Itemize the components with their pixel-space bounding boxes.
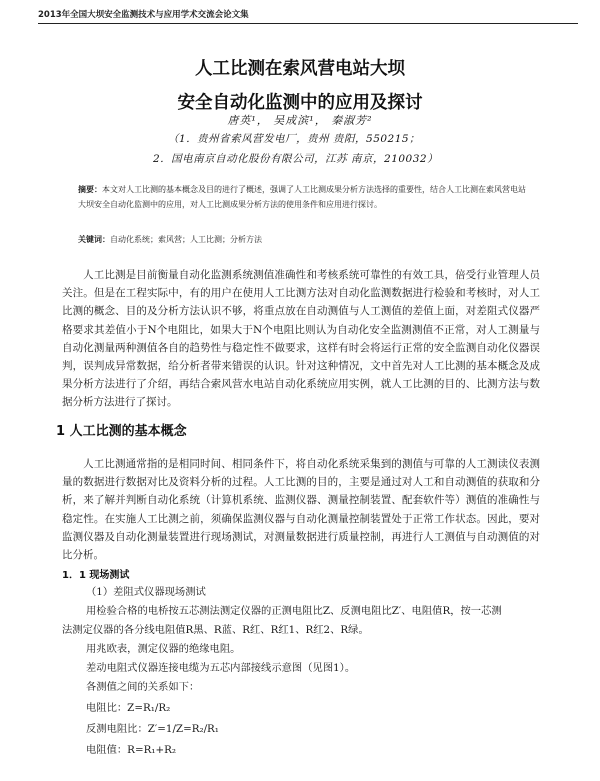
keywords <box>78 234 530 245</box>
keywords-text: 自动化系统；索风营；人工比测；分析方法 <box>110 235 262 244</box>
body-line: 用检验合格的电桥按五芯测法测定仪器的正测电阻比Z、反测电阻比Z′、电阻值R，按一芯测 <box>86 605 502 617</box>
section-1-paragraph <box>62 455 540 564</box>
keywords-label: 关键词： <box>78 235 110 244</box>
running-header: 2013年全国大坝安全监测技术与应用学术交流会论文集 <box>38 8 578 24</box>
paper-title-line-1: 人工比测在索风营电站大坝 <box>195 59 405 79</box>
section-1-heading: 1 人工比测的基本概念 <box>56 424 187 439</box>
affiliation-2: 2．国电南京自动化股份有限公司，江苏 南京，210032） <box>153 153 439 165</box>
abstract <box>78 182 530 212</box>
affiliation-1: （1．贵州省索风营发电厂，贵州 贵阳，550215； <box>168 133 421 145</box>
equation-resistance-ratio: 电阻比：Z=R₁/R₂ <box>86 702 171 714</box>
body-line: 各测值之间的关系如下： <box>86 681 200 693</box>
intro-text: 人工比测是目前衡量自动化监测系统测值准确性和考核系统可靠性的有效工具，倍受行业管理人员关注。但是在工程实际中，有的用户在使用人工比测方法对自动化监测数据进行检验和考核时，对人工比测的概念、目的及分析方法认识不够，将重点放在自动测值与人工测值的差值上面，对差阻式仪器严格要求其差值小于N个电阻比，如果大于N个电阻比则认为自动化安全监测测值不正常，对人工测量与自动化测量两种测值各自的趋势性与稳定性不做要求，这样有时会将运行正常的安全监测自动化仪器误判，误判成异常数据，给分析者带来错误的认识。针对这种情况，文中首先对人工比测的基本概念及成果分析方法进行了介绍，再结合索风营水电站自动化系统应用实例，就人工比测的目的、比测方法与数据分析方法进行了探讨。 <box>62 269 540 409</box>
list-item: （1）差阻式仪器现场测试 <box>86 586 206 598</box>
abstract-label: 摘要： <box>78 185 102 194</box>
equation-reverse-ratio: 反测电阻比：Z′=1/Z=R₂/R₁ <box>86 723 219 735</box>
section-1-1-heading: 1．1 现场测试 <box>62 570 130 581</box>
intro-paragraph <box>62 266 540 412</box>
body-line: 差动电阻式仪器连接电缆为五芯内部接线示意图（见图1）。 <box>86 662 356 674</box>
body-line: 用兆欧表，测定仪器的绝缘电阻。 <box>86 643 241 655</box>
equation-resistance: 电阻值：R=R₁+R₂ <box>86 744 176 756</box>
abstract-text: 本文对人工比测的基本概念及目的进行了概述，强调了人工比测成果分析方法选择的重要性，结合人工比测在索风营电站大坝安全自动化监测中的应用，对人工比测成果分析方法的使用条件和应用进行探讨。 <box>78 185 526 209</box>
body-line: 法测定仪器的各分线电阻值R黑、R蓝、R红、R红1、R红2、R绿。 <box>62 624 369 636</box>
paper-title-line-2: 安全自动化监测中的应用及探讨 <box>177 93 423 113</box>
authors: 唐英¹， 吴成滨¹， 秦淑芳² <box>227 114 373 127</box>
section-1-text: 人工比测通常指的是相同时间、相同条件下，将自动化系统采集到的测值与可靠的人工测读仪表测量的数据进行数据对比及资料分析的过程。人工比测的目的，主要是通过对人工和自动测值的获取和分析，来了解并判断自动化系统（计算机系统、监测仪器、测量控制装置、配套软件等）测值的准确性与稳定性。在实施人工比测之前，须确保监测仪器与自动化测量控制装置处于正常工作状态。因此，要对监测仪器及自动化测量装置进行现场测试，对测量数据进行质量控制，再进行人工测值与自动测值的对比分析。 <box>62 458 540 562</box>
